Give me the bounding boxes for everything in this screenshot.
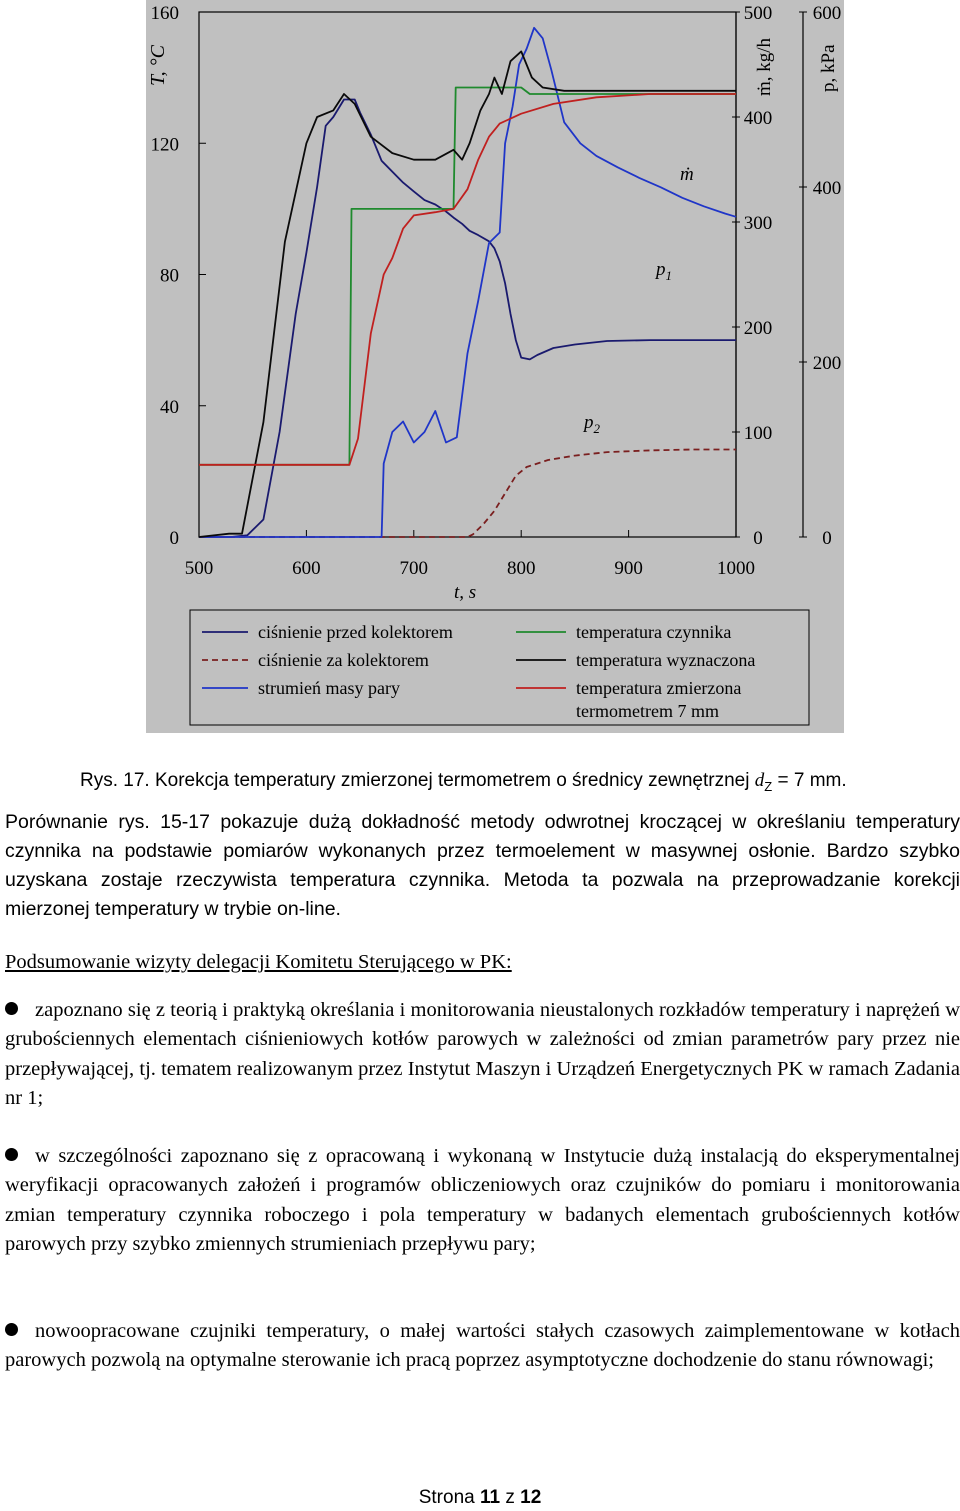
- y-label-mdot: ṁ, kg/h: [754, 37, 775, 96]
- legend-label: temperatura czynnika: [576, 622, 732, 642]
- tick-labels: [151, 3, 842, 579]
- y-tick-label: 400: [743, 108, 773, 129]
- y-tick-label: 0: [169, 528, 179, 549]
- y-tick-label: 400: [812, 178, 842, 199]
- legend: [202, 622, 755, 721]
- annotation-p2: $p_2$: [584, 412, 600, 436]
- legend-label: strumień masy pary: [258, 678, 400, 698]
- y-tick-label: 0: [753, 528, 763, 549]
- legend-label: temperatura wyznaczona: [576, 650, 756, 670]
- y-tick-label: 160: [150, 3, 179, 24]
- legend-label: temperatura zmierzona: [576, 678, 742, 698]
- x-tick-label: 1000: [717, 558, 755, 579]
- bullet-item-3: nowoopracowane czujniki temperatury, o małej wartości stałych czasowych zaimplementowane w kotłach parowych pozwolą na optymalne sterowanie ich pracą poprzez asymptotyczne dochodzenie do stanu równowagi;: [5, 1320, 960, 1372]
- legend-label: termometrem 7 mm: [576, 701, 719, 721]
- y-tick-label: 120: [150, 134, 179, 156]
- series-line-1: [199, 100, 736, 538]
- y-tick-label: 200: [812, 353, 842, 374]
- section-heading: Podsumowanie wizyty delegacji Komitetu Sterującego w PK:: [5, 951, 512, 973]
- series-line-2: [199, 450, 736, 538]
- x-label: t, s: [454, 582, 477, 603]
- figure-caption: Rys. 17. Korekcja temperatury zmierzonej termometrem o średnicy zewnętrznej $d_Z = 7$ mm.: [80, 770, 847, 794]
- bullet-dot-icon: [5, 1148, 18, 1161]
- y-tick-label: 200: [743, 318, 773, 339]
- bullet-dot-icon: [5, 1323, 18, 1336]
- y-tick-label: 40: [160, 396, 179, 418]
- legend-label: ciśnienie przed kolektorem: [258, 622, 453, 642]
- y-tick-label: 100: [743, 423, 773, 444]
- series-layer: [199, 28, 736, 537]
- y-tick-label: 500: [743, 3, 773, 24]
- y-tick-label: 0: [822, 528, 832, 549]
- figure-chart: [146, 0, 844, 733]
- bullet-dot-icon: [5, 1002, 18, 1015]
- y-label-T: T, °C: [147, 45, 169, 86]
- legend-label: ciśnienie za kolektorem: [258, 650, 429, 670]
- x-tick-label: 500: [184, 558, 214, 579]
- page-footer: Strona 11 z 12: [418, 1487, 542, 1508]
- chart-svg: [146, 0, 844, 733]
- x-tick-label: 600: [292, 558, 321, 579]
- bullet-item-2: w szczególności zapoznano się z opracowaną i wykonaną w Instytucie dużą instalacją do eksperymentalnej weryfikacji opracowanych założeń i programów obliczeniowych oraz czujników do pomiaru i monitorowania zmian temperatury czynnika roboczego i pola temperatury w badanych elementach grubościennych kotłów parowych przy szybko zmiennych strumieniach przepływu pary;: [5, 1145, 960, 1255]
- y-tick-label: 300: [743, 213, 773, 234]
- comparison-paragraph: Porównanie rys. 15-17 pokazuje dużą dokładność metody odwrotnej kroczącej w określaniu temperatury czynnika na podstawie pomiarów wykonanych przez termoelement w masywnej osłonie. Bardzo szybko uzyskana zostaje rzeczywista temperatura czynnika. Metoda ta pozwala na przeprowadzanie korekcji mierzonej temperatury w trybie on-line.: [5, 811, 960, 920]
- x-tick-label: 700: [399, 558, 429, 579]
- y-tick-label: 600: [812, 3, 842, 24]
- y-label-p: p, kPa: [818, 44, 839, 92]
- y-tick-label: 80: [160, 265, 179, 287]
- x-tick-label: 900: [614, 558, 643, 579]
- x-tick-label: 800: [506, 558, 536, 579]
- bullet-item-1: zapoznano się z teorią i praktyką określania i monitorowania nieustalonych rozkładów temperatury i naprężeń w grubościennych elementach ciśnieniowych kotłów parowych w zależności od zmian parametrów pary przez nie przepływającej, tj. tematem realizowanym przez Instytut Maszyn i Urządzeń Energetycznych PK w ramach Zadania nr 1;: [5, 999, 960, 1109]
- annotation-p1: $p_1$: [656, 259, 672, 283]
- annotation-mdot: ṁ: [680, 164, 694, 185]
